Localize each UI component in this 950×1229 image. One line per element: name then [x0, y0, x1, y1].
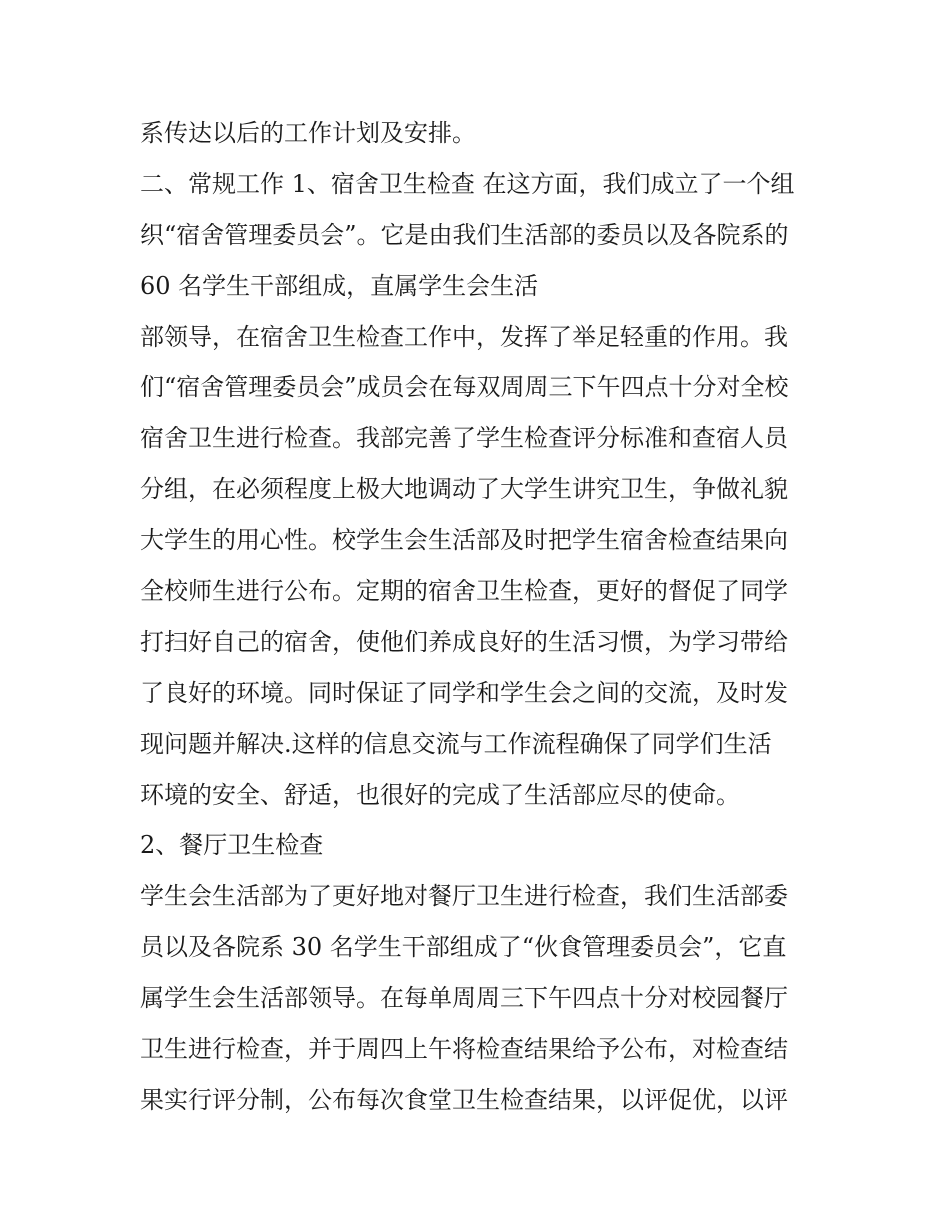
text-line: 们“宿舍管理委员会”成员会在每双周周三下午四点十分对全校: [140, 373, 789, 402]
text-line: 织“宿舍管理委员会”。它是由我们生活部的委员以及各院系的: [140, 220, 789, 249]
text-line: 学生会生活部为了更好地对餐厅卫生进行检查，我们生活部委: [140, 882, 788, 911]
text-line: 员以及各院系 30 名学生干部组成了“伙食管理委员会”，它直: [140, 933, 787, 962]
text-line: 全校师生进行公布。定期的宿舍卫生检查，更好的督促了同学: [140, 577, 788, 606]
text-line: 属学生会生活部领导。在每单周周三下午四点十分对校园餐厅: [140, 984, 788, 1013]
text-line: 了良好的环境。同时保证了同学和学生会之间的交流，及时发: [140, 678, 788, 707]
text-line: 系传达以后的工作计划及安排。: [140, 119, 476, 147]
text-line: 卫生进行检查，并于周四上午将检查结果给予公布，对检查结: [140, 1035, 788, 1064]
text-line: 大学生的用心性。校学生会生活部及时把学生宿舍检查结果向: [140, 526, 788, 555]
text-line: 环境的安全、舒适，也很好的完成了生活部应尽的使命。: [140, 780, 740, 809]
text-line: 果实行评分制，公布每次食堂卫生检查结果，以评促优，以评: [140, 1085, 788, 1114]
section-heading: 2、餐厅卫生检查: [140, 831, 324, 860]
text-line: 打扫好自己的宿舍，使他们养成良好的生活习惯，为学习带给: [140, 627, 788, 656]
text-line: 二、常规工作 1、宿舍卫生检查 在这方面，我们成立了一个组: [140, 169, 795, 198]
text-line: 60 名学生干部组成，直属学生会生活: [140, 271, 539, 300]
text-line: 分组，在必须程度上极大地调动了大学生讲究卫生，争做礼貌: [140, 475, 788, 504]
text-line: 部领导，在宿舍卫生检查工作中，发挥了举足轻重的作用。我: [140, 322, 788, 351]
text-line: 现问题并解决.这样的信息交流与工作流程确保了同学们生活: [140, 729, 772, 758]
body-text: [140, 108, 820, 1126]
text-line: 宿舍卫生进行检查。我部完善了学生检查评分标准和查宿人员: [140, 424, 788, 453]
